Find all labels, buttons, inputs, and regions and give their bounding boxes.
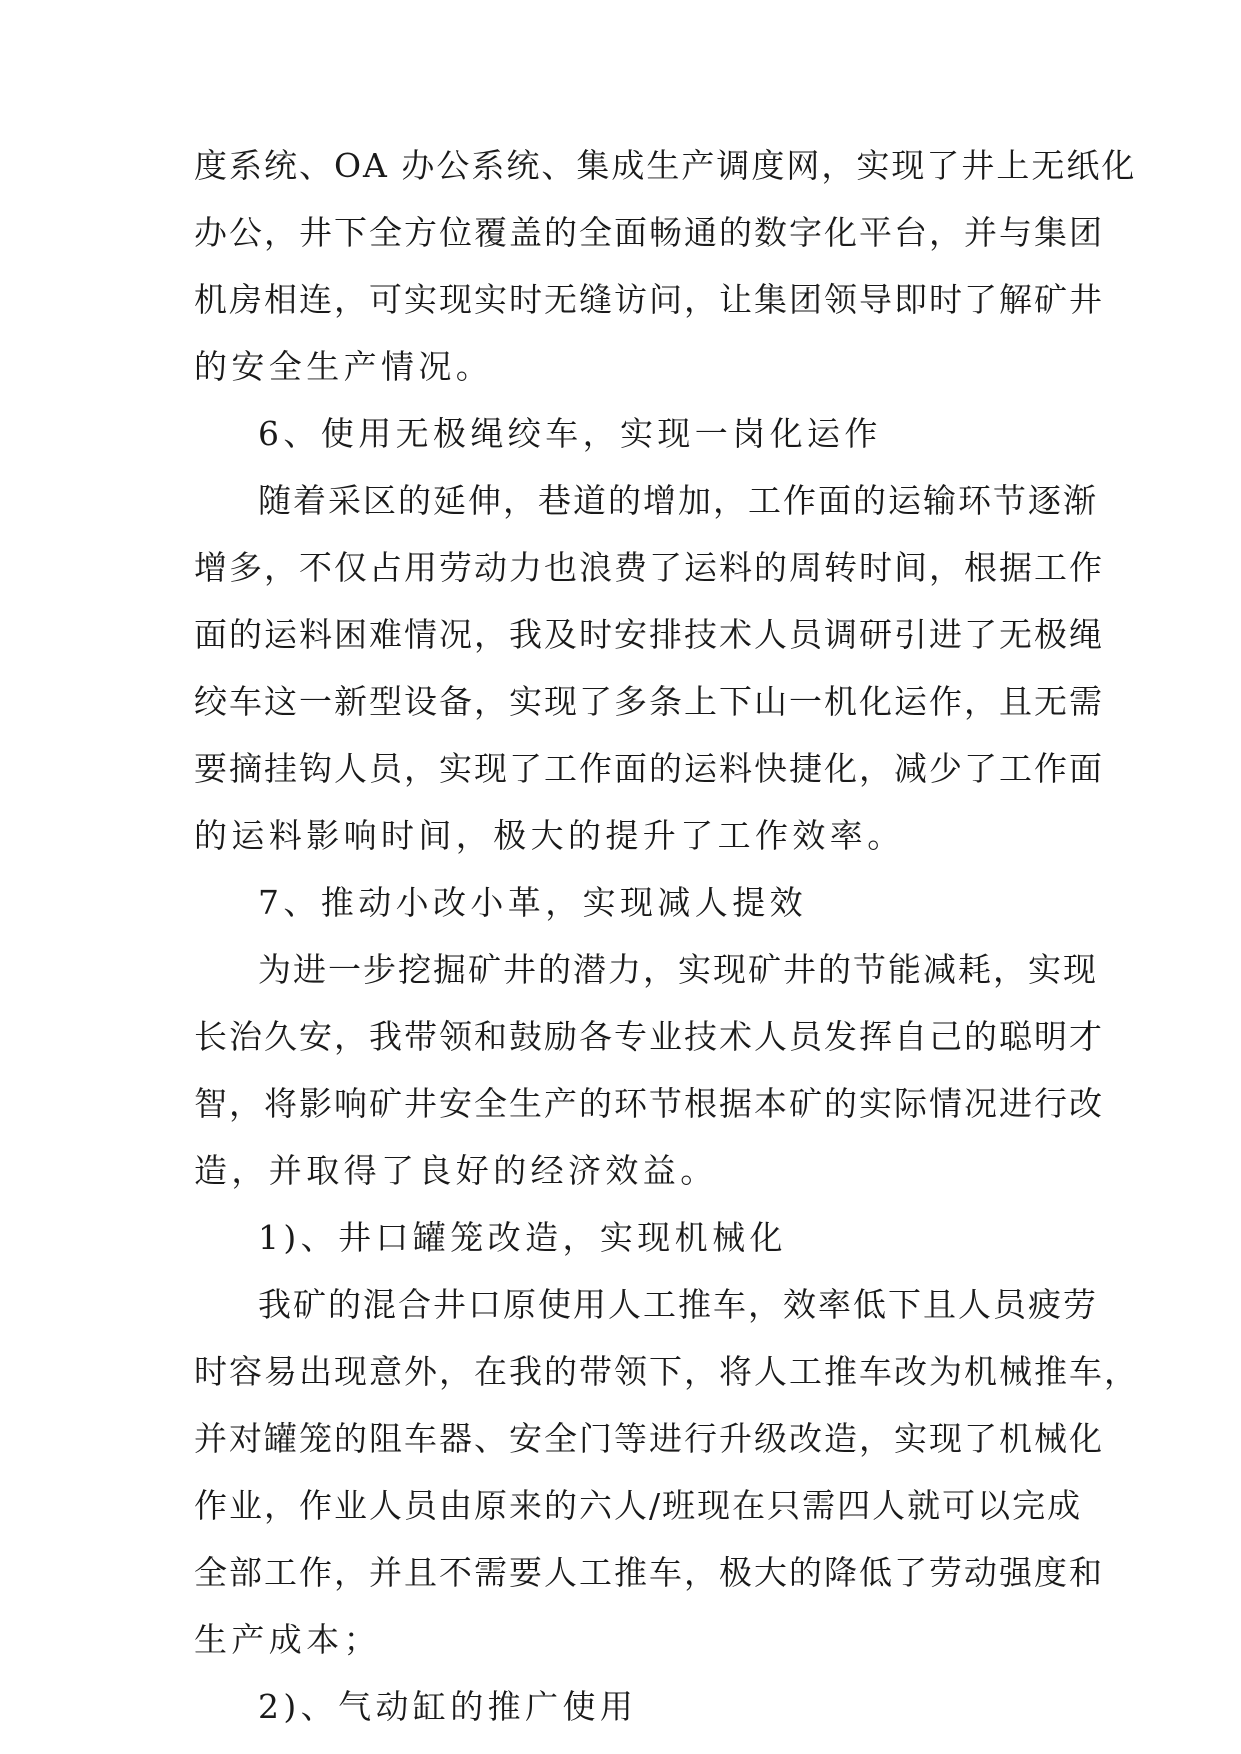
text-line: 我矿的混合井口原使用人工推车，效率低下且人员疲劳: [258, 1285, 1098, 1324]
text-line: 的安全生产情况。: [194, 347, 494, 386]
text-line: 面的运料困难情况，我及时安排技术人员调研引进了无极绳: [194, 615, 1104, 654]
text-line: 度系统、OA 办公系统、集成生产调度网，实现了井上无纸化: [194, 146, 1137, 185]
text-line: 造，并取得了良好的经济效益。: [194, 1151, 718, 1190]
section-heading: 6、使用无极绳绞车，实现一岗化运作: [258, 414, 882, 453]
text-line: 为进一步挖掘矿井的潜力，实现矿井的节能减耗，实现: [258, 950, 1098, 989]
text-line: 长治久安，我带领和鼓励各专业技术人员发挥自己的聪明才: [194, 1017, 1104, 1056]
text-line: 随着采区的延伸，巷道的增加，工作面的运输环节逐渐: [258, 481, 1098, 520]
text-line: 生产成本；: [194, 1620, 381, 1659]
text-line: 并对罐笼的阻车器、安全门等进行升级改造，实现了机械化: [194, 1419, 1104, 1458]
text-line: 作业，作业人员由原来的六人/班现在只需四人就可以完成: [194, 1486, 1083, 1525]
text-line: 全部工作，并且不需要人工推车，极大的降低了劳动强度和: [194, 1553, 1104, 1592]
subsection-heading: 1)、井口罐笼改造，实现机械化: [258, 1218, 787, 1257]
text-line: 时容易出现意外，在我的带领下，将人工推车改为机械推车，: [194, 1352, 1139, 1391]
text-line: 绞车这一新型设备，实现了多条上下山一机化运作，且无需: [194, 682, 1104, 721]
text-line: 机房相连，可实现实时无缝访问，让集团领导即时了解矿井: [194, 280, 1104, 319]
subsection-heading: 2)、气动缸的推广使用: [258, 1687, 638, 1726]
text-line: 办公，井下全方位覆盖的全面畅通的数字化平台，并与集团: [194, 213, 1104, 252]
text-line: 要摘挂钩人员，实现了工作面的运料快捷化，减少了工作面: [194, 749, 1104, 788]
section-heading: 7、推动小改小革，实现减人提效: [258, 883, 807, 922]
text-line: 增多，不仅占用劳动力也浪费了运料的周转时间，根据工作: [194, 548, 1104, 587]
text-line: 智，将影响矿井安全生产的环节根据本矿的实际情况进行改: [194, 1084, 1104, 1123]
text-line: 的运料影响时间，极大的提升了工作效率。: [194, 816, 905, 855]
